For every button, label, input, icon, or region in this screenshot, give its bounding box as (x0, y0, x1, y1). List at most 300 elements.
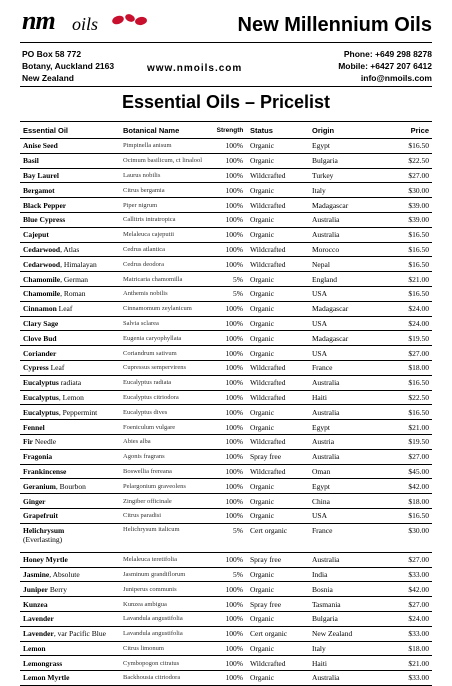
cell-strength: 100% (213, 198, 247, 213)
table-row (20, 257, 432, 272)
cell-origin: Madagascar (309, 301, 375, 316)
oil-variant: Berry (48, 584, 67, 594)
cell-price: $19.50 (375, 331, 432, 346)
cell-status: Organic (247, 641, 309, 656)
cell-status: Organic (247, 316, 309, 331)
cell-status: Wildcrafted (247, 168, 309, 183)
cell-botanical: Backhousia citriodora (120, 671, 213, 686)
oil-name: Ginger (23, 496, 46, 506)
cell-origin: Egypt (309, 139, 375, 154)
cell-price: $39.00 (375, 212, 432, 227)
cell-botanical: Laurus nobilis (120, 168, 213, 183)
cell-origin: Australia (309, 227, 375, 242)
oil-name: Blue Cypress (23, 215, 66, 225)
oil-name: Clove Bud (23, 333, 57, 343)
cell-price: $16.50 (375, 508, 432, 523)
cell-price: $22.50 (375, 390, 432, 405)
oil-variant: Leaf (56, 304, 73, 314)
column-header-oil: Essential Oil (20, 122, 120, 139)
cell-origin: Bulgaria (309, 611, 375, 626)
cell-botanical: Coriandrum sativum (120, 346, 213, 361)
table-row (20, 331, 432, 346)
table-row (20, 346, 432, 361)
cell-strength: 100% (213, 582, 247, 597)
cell-origin: Australia (309, 671, 375, 686)
cell-oil (20, 227, 120, 242)
cell-status: Wildcrafted (247, 434, 309, 449)
email-link[interactable]: info@nmoils.com (360, 73, 432, 83)
cell-oil (20, 316, 120, 331)
cell-price: $16.50 (375, 257, 432, 272)
cell-status: Wildcrafted (247, 360, 309, 375)
cell-status: Wildcrafted (247, 242, 309, 257)
contact-block (338, 48, 432, 84)
cell-strength: 100% (213, 479, 247, 494)
cell-price: $16.50 (375, 227, 432, 242)
oil-name: Cedarwood (23, 259, 61, 269)
cell-botanical: Agonis fragrans (120, 449, 213, 464)
cell-botanical: Callitris intratropica (120, 212, 213, 227)
table-row (20, 671, 432, 686)
table-row (20, 139, 432, 154)
mobile-line: Mobile: +6427 207 6412 (338, 61, 432, 71)
cell-botanical: Anthemis nobilis (120, 286, 213, 301)
table-header-row (20, 122, 432, 139)
oil-variant: , Atlas (60, 244, 80, 254)
cell-price: $22.50 (375, 153, 432, 168)
cell-status: Wildcrafted (247, 390, 309, 405)
cell-price: $24.00 (375, 316, 432, 331)
oil-name: Bay Laurel (23, 170, 59, 180)
cell-origin: England (309, 272, 375, 287)
cell-price: $18.00 (375, 641, 432, 656)
cell-origin: Bosnia (309, 582, 375, 597)
oil-name: Clary Sage (23, 318, 59, 328)
cell-strength: 100% (213, 212, 247, 227)
cell-strength: 100% (213, 656, 247, 671)
table-row (20, 405, 432, 420)
cell-strength: 100% (213, 346, 247, 361)
cell-botanical: Citrus limonum (120, 641, 213, 656)
oil-name: Black Pepper (23, 200, 67, 210)
cell-price: $33.00 (375, 671, 432, 686)
cell-strength: 100% (213, 242, 247, 257)
cell-oil (20, 449, 120, 464)
cell-origin: USA (309, 316, 375, 331)
cell-oil (20, 375, 120, 390)
cell-status: Organic (247, 346, 309, 361)
table-row (20, 360, 432, 375)
cell-price: $39.00 (375, 198, 432, 213)
cell-oil (20, 360, 120, 375)
cell-origin: Egypt (309, 479, 375, 494)
cell-status: Cert organic (247, 523, 309, 552)
oil-name: Kunzea (23, 599, 48, 609)
cell-strength: 100% (213, 434, 247, 449)
cell-origin: Morocco (309, 242, 375, 257)
cell-oil (20, 242, 120, 257)
oil-name: Eucalyptus (23, 378, 59, 388)
cell-price: $27.00 (375, 597, 432, 612)
cell-botanical: Eugenia caryophyllata (120, 331, 213, 346)
table-row (20, 582, 432, 597)
table-row (20, 316, 432, 331)
cell-origin: New Zealand (309, 626, 375, 641)
oil-variant: , Roman (60, 289, 86, 299)
cell-status: Wildcrafted (247, 656, 309, 671)
oil-name: Lemon (23, 643, 46, 653)
address-line: New Zealand (22, 73, 74, 83)
table-row (20, 153, 432, 168)
table-row (20, 611, 432, 626)
oil-name: Lavender (23, 614, 54, 624)
cell-oil (20, 567, 120, 582)
cell-strength: 100% (213, 390, 247, 405)
oil-name: Fir (23, 437, 33, 447)
cell-oil (20, 420, 120, 435)
cell-botanical: Jasminum grandiflorum (120, 567, 213, 582)
cell-status: Organic (247, 301, 309, 316)
cell-status: Organic (247, 420, 309, 435)
cell-strength: 5% (213, 567, 247, 582)
cell-origin: Australia (309, 375, 375, 390)
cell-oil (20, 626, 120, 641)
cell-botanical: Ocimum basilicum, ct linalool (120, 153, 213, 168)
column-header-botanical: Botanical Name (120, 122, 213, 139)
cell-strength: 100% (213, 301, 247, 316)
cell-botanical: Juniperus communis (120, 582, 213, 597)
cell-origin: USA (309, 346, 375, 361)
oil-name: Bergamot (23, 185, 55, 195)
table-row (20, 626, 432, 641)
cell-price: $16.50 (375, 405, 432, 420)
cell-botanical: Piper nigrum (120, 198, 213, 213)
cell-strength: 100% (213, 671, 247, 686)
oil-name: Chamomile (23, 274, 61, 284)
cell-status: Organic (247, 153, 309, 168)
cell-status: Organic (247, 611, 309, 626)
cell-strength: 100% (213, 611, 247, 626)
cell-status: Organic (247, 183, 309, 198)
cell-price: $16.50 (375, 286, 432, 301)
cell-botanical: Cedrus atlantica (120, 242, 213, 257)
cell-botanical: Cupressus sempervirens (120, 360, 213, 375)
cell-strength: 100% (213, 183, 247, 198)
cell-price: $27.00 (375, 168, 432, 183)
oil-variant: , German (60, 274, 88, 284)
cell-status: Wildcrafted (247, 375, 309, 390)
cell-price: $27.00 (375, 552, 432, 567)
cell-strength: 100% (213, 449, 247, 464)
oil-name: Basil (23, 156, 39, 166)
cell-status: Organic (247, 508, 309, 523)
cell-oil (20, 434, 120, 449)
logo-nm-text: nm (22, 6, 55, 35)
cell-status: Cert organic (247, 626, 309, 641)
address-line: PO Box 58 772 (22, 49, 82, 59)
oil-name: Cajeput (23, 230, 49, 240)
table-row (20, 641, 432, 656)
cell-strength: 100% (213, 257, 247, 272)
cell-oil (20, 257, 120, 272)
cell-oil (20, 611, 120, 626)
cell-oil (20, 183, 120, 198)
cell-status: Organic (247, 567, 309, 582)
cell-status: Organic (247, 479, 309, 494)
oil-name: Juniper (23, 584, 49, 594)
cell-status: Organic (247, 331, 309, 346)
cell-price: $21.00 (375, 656, 432, 671)
cell-oil (20, 494, 120, 509)
cell-origin: Madagascar (309, 198, 375, 213)
oil-variant: , var Pacific Blue (53, 629, 106, 639)
cell-strength: 100% (213, 552, 247, 567)
cell-botanical: Cinnamomum zeylanicum (120, 301, 213, 316)
table-row (20, 301, 432, 316)
oil-name: Coriander (23, 348, 57, 358)
table-row (20, 523, 432, 552)
cell-strength: 100% (213, 360, 247, 375)
cell-oil (20, 582, 120, 597)
column-header-status: Status (247, 122, 309, 139)
cell-status: Organic (247, 212, 309, 227)
oil-name: Fragonia (23, 452, 53, 462)
oil-name: Eucalyptus (23, 407, 59, 417)
oil-variant: Needle (33, 437, 57, 447)
cell-oil (20, 641, 120, 656)
cell-strength: 100% (213, 168, 247, 183)
cell-price: $33.00 (375, 626, 432, 641)
cell-status: Organic (247, 582, 309, 597)
oil-name: Lavender (23, 629, 54, 639)
cell-strength: 100% (213, 139, 247, 154)
cell-price: $45.00 (375, 464, 432, 479)
cell-origin: Australia (309, 212, 375, 227)
cell-botanical: Eucalyptus radiata (120, 375, 213, 390)
cell-origin: Haiti (309, 390, 375, 405)
cell-origin: Egypt (309, 420, 375, 435)
column-header-origin: Origin (309, 122, 375, 139)
cell-oil (20, 508, 120, 523)
oil-name: Chamomile (23, 289, 61, 299)
cell-botanical: Matricaria chamomilla (120, 272, 213, 287)
column-header-price: Price (375, 122, 432, 139)
oil-name: Anise Seed (23, 141, 58, 151)
cell-oil (20, 671, 120, 686)
cell-strength: 100% (213, 641, 247, 656)
cell-strength: 100% (213, 316, 247, 331)
cell-strength: 100% (213, 153, 247, 168)
red-drops-icon (110, 12, 150, 34)
cell-status: Organic (247, 286, 309, 301)
oil-variant: , Lemon (58, 392, 84, 402)
oil-variant: , Absolute (49, 569, 80, 579)
page-title: Essential Oils – Pricelist (121, 92, 331, 112)
cell-oil (20, 552, 120, 567)
oil-variant: , Himalayan (60, 259, 97, 269)
cell-origin: Austria (309, 434, 375, 449)
cell-price: $27.00 (375, 346, 432, 361)
cell-strength: 100% (213, 508, 247, 523)
cell-origin: Turkey (309, 168, 375, 183)
cell-origin: France (309, 523, 375, 552)
cell-origin: Haiti (309, 656, 375, 671)
table-row (20, 242, 432, 257)
cell-price: $42.00 (375, 479, 432, 494)
cell-botanical: Zingiber officinale (120, 494, 213, 509)
cell-status: Organic (247, 272, 309, 287)
cell-oil (20, 168, 120, 183)
table-row (20, 552, 432, 567)
cell-botanical: Citrus bergamia (120, 183, 213, 198)
table-row (20, 464, 432, 479)
cell-origin: Italy (309, 641, 375, 656)
cell-origin: Italy (309, 183, 375, 198)
cell-botanical: Kunzea ambigua (120, 597, 213, 612)
cell-botanical: Lavandula angustifolia (120, 626, 213, 641)
cell-botanical: Abies alba (120, 434, 213, 449)
cell-botanical: Lavandula angustifolia (120, 611, 213, 626)
table-row (20, 212, 432, 227)
cell-strength: 100% (213, 227, 247, 242)
oil-name: Grapefruit (23, 511, 58, 521)
oil-name: Lemongrass (23, 658, 63, 668)
cell-botanical: Eucalyptus dives (120, 405, 213, 420)
cell-price: $33.00 (375, 567, 432, 582)
oil-variant: radiata (58, 378, 82, 388)
cell-strength: 100% (213, 331, 247, 346)
address-line: Botany, Auckland 2163 (22, 61, 115, 71)
document-header (0, 0, 452, 100)
table-row (20, 508, 432, 523)
cell-oil (20, 405, 120, 420)
cell-oil (20, 286, 120, 301)
company-title: New Millennium Oils (237, 14, 432, 36)
cell-price: $18.00 (375, 494, 432, 509)
cell-strength: 5% (213, 272, 247, 287)
oil-name: Geranium (23, 481, 56, 491)
oil-variant: (Everlasting) (23, 534, 63, 544)
cell-status: Spray free (247, 552, 309, 567)
cell-strength: 100% (213, 494, 247, 509)
cell-botanical: Melaleuca teretifolia (120, 552, 213, 567)
website-link[interactable]: www.nmoils.com (147, 63, 243, 74)
cell-origin: Tasmania (309, 597, 375, 612)
cell-price: $18.00 (375, 360, 432, 375)
oil-name: Lemon Myrtle (23, 673, 70, 683)
table-row (20, 567, 432, 582)
pricelist-table (20, 121, 432, 686)
cell-botanical: Boswellia frereana (120, 464, 213, 479)
cell-price: $24.00 (375, 611, 432, 626)
oil-name: Helichrysum (23, 525, 65, 535)
cell-price: $21.00 (375, 272, 432, 287)
cell-origin: Madagascar (309, 331, 375, 346)
cell-botanical: Salvia sclarea (120, 316, 213, 331)
cell-oil (20, 301, 120, 316)
oil-name: Cedarwood (23, 244, 61, 254)
cell-price: $21.00 (375, 420, 432, 435)
cell-oil (20, 272, 120, 287)
cell-origin: Australia (309, 405, 375, 420)
cell-price: $24.00 (375, 301, 432, 316)
table-row (20, 390, 432, 405)
table-row (20, 198, 432, 213)
cell-status: Wildcrafted (247, 257, 309, 272)
table-row (20, 168, 432, 183)
table-row (20, 434, 432, 449)
table-row (20, 479, 432, 494)
cell-status: Organic (247, 494, 309, 509)
header-divider-top (20, 42, 432, 43)
table-row (20, 272, 432, 287)
cell-botanical: Melaleuca cajeputii (120, 227, 213, 242)
cell-oil (20, 656, 120, 671)
address-block (22, 48, 114, 84)
cell-botanical: Cymbopogon citratus (120, 656, 213, 671)
cell-status: Spray free (247, 597, 309, 612)
header-divider-bottom (20, 86, 432, 87)
cell-origin: USA (309, 286, 375, 301)
cell-origin: USA (309, 508, 375, 523)
cell-oil (20, 212, 120, 227)
cell-strength: 100% (213, 597, 247, 612)
oil-name: Cypress (23, 363, 49, 373)
cell-strength: 100% (213, 420, 247, 435)
table-row (20, 420, 432, 435)
cell-origin: Nepal (309, 257, 375, 272)
cell-oil (20, 346, 120, 361)
table-row (20, 597, 432, 612)
cell-botanical: Helichrysum italicum (120, 523, 213, 552)
cell-strength: 100% (213, 626, 247, 641)
oil-variant: , Bourbon (55, 481, 86, 491)
cell-strength: 5% (213, 286, 247, 301)
phone-line: Phone: +649 298 8278 (343, 49, 432, 59)
cell-status: Spray free (247, 449, 309, 464)
table-row (20, 494, 432, 509)
cell-oil (20, 523, 120, 552)
cell-price: $16.50 (375, 242, 432, 257)
cell-price: $16.50 (375, 139, 432, 154)
cell-botanical: Eucalyptus citriodora (120, 390, 213, 405)
cell-oil (20, 464, 120, 479)
table-row (20, 227, 432, 242)
cell-price: $30.00 (375, 183, 432, 198)
cell-status: Wildcrafted (247, 198, 309, 213)
cell-status: Organic (247, 405, 309, 420)
cell-oil (20, 198, 120, 213)
table-row (20, 656, 432, 671)
cell-oil (20, 597, 120, 612)
oil-variant: , Peppermint (58, 407, 98, 417)
cell-oil (20, 331, 120, 346)
oil-variant: Leaf (48, 363, 65, 373)
cell-origin: China (309, 494, 375, 509)
cell-oil (20, 139, 120, 154)
cell-status: Organic (247, 139, 309, 154)
cell-price: $30.00 (375, 523, 432, 552)
oil-name: Honey Myrtle (23, 555, 68, 565)
cell-botanical: Citrus paradisi (120, 508, 213, 523)
table-row (20, 449, 432, 464)
table-row (20, 375, 432, 390)
cell-status: Wildcrafted (247, 464, 309, 479)
table-row (20, 286, 432, 301)
oil-name: Jasmine (23, 569, 50, 579)
cell-price: $19.50 (375, 434, 432, 449)
cell-origin: India (309, 567, 375, 582)
